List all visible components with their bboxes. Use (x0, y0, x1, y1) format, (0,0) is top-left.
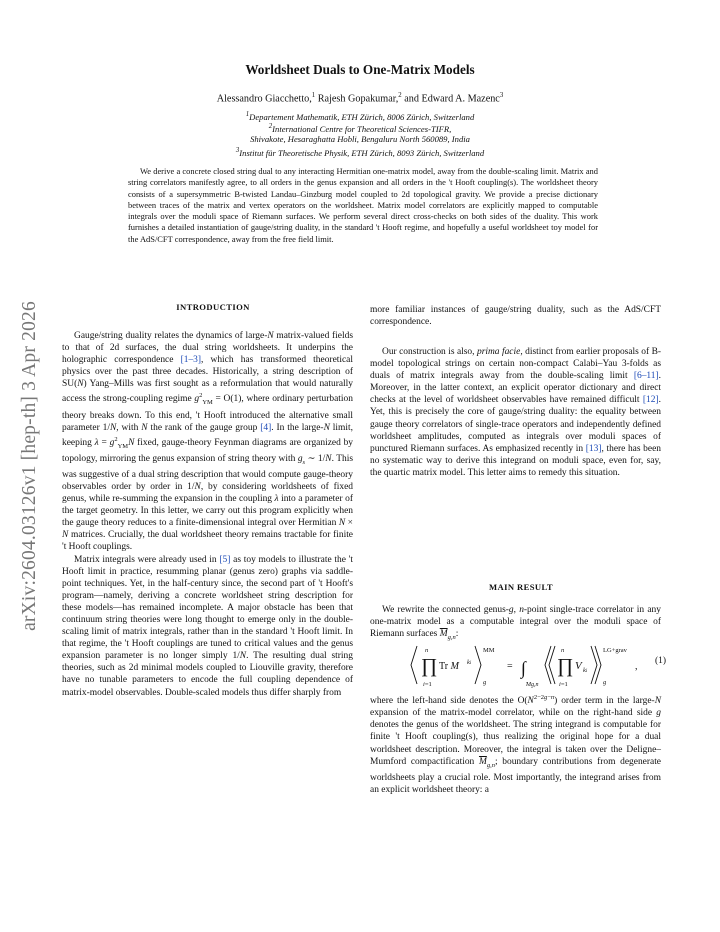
affiliation: Shivakote, Hesaraghatta Hobli, Bengaluru North 560089, India (250, 134, 470, 144)
svg-text:,: , (635, 661, 638, 672)
svg-text:g: g (603, 679, 607, 686)
equation-number: (1) (654, 656, 666, 666)
affiliation: $^3$Institut für Theoretische Physik, ETH Zürich, 8093 Zürich, Switzerland (235, 147, 485, 158)
author-list (0, 92, 720, 104)
equation-1-formula (409, 642, 639, 688)
paragraph: Gauge/string duality relates the dynamics of large-N matrix-valued fields to that of 2d surfaces, the dual string worldsheets. It underpins the holographic correspondence [1–3], which has transformed theoretical physics over the past three decades. Historically, a string description of SU(N) Yang–Mills was first sought as a reformulation that would naturally access the strong-coupling regime $g^2_{YM} = O(1)$, where ordinary perturbation theory breaks down. To this end, 't Hooft introduced the alternative small parameter 1/N, with N the rank of the gauge group [4]. In the large-N limit, keeping $\lambda = g^2_{YM}N$ fixed, gauge-theory Feynman diagrams are organized by topology, mirroring the genus expansion of string theory with $g_s$ ∼ 1/N. This was suggestive of a dual string description that would compute gauge-theory observables order by order in 1/N, by considering worldsheets of fixed genus, while re-summing the expansion in the coupling λ into a parameter of the target geometry. In this letter, we carry out this program explicitly when the gauge theory reduces to a finite-dimensional integral over Hermitian N × N matrices. Crucially, the dual worldsheet theory remains tractable for finite 't Hooft couplings. (62, 331, 354, 553)
affiliation: $^2$International Centre for Theoretical Sciences-TIFR, (268, 123, 452, 134)
citation-link[interactable]: [4] (260, 422, 272, 433)
svg-text:MM: MM (483, 647, 495, 654)
citation-link[interactable]: [6–11] (633, 371, 659, 382)
paragraph: where the left-hand side denotes the $O(N^{2-2g-n})$ order term in the large-N expansion of the matrix-model correlator, while on the right-hand side g denotes the genus of the worldsheet. The string integrand is computable for finite 't Hooft coupling(s), thus realizing the original hope for a dual worldsheet description. Moreover, the integral is taken over the Deligne–Mumford compactification $\overline{M}_{g,n}$; boundary contributions from degenerate worldsheets play a crucial role. Most importantly, the integrand arises from an explicit worldsheet theory: a (370, 694, 661, 795)
citation-link[interactable]: [5] (219, 554, 231, 565)
citation-link[interactable]: [12] (642, 395, 659, 406)
main-result-intro (370, 604, 661, 644)
svg-text:i=1: i=1 (423, 681, 432, 688)
author-affiliation-mark: 2 (398, 92, 402, 99)
svg-text:=: = (507, 661, 513, 672)
svg-text:ki: ki (583, 667, 588, 674)
svg-text:∫: ∫ (521, 658, 526, 678)
author-affiliation-mark: 3 (499, 92, 504, 99)
paper-title: Worldsheet Duals to One-Matrix Models (245, 62, 475, 77)
paragraph: Our construction is also, prima facie, distinct from earlier proposals of B-model topological strings on certain non-compact Calabi–Yau 3-folds as duals of matrix integrals away from the double-scaling limit [6–11]. Moreover, in the latter context, an explicit operator dictionary and direct checks at the level of worldsheet observables have remained difficult [12]. Yet, this is precisely the core of gauge/string duality: the equality between gauge theory correlators of single-trace operators and independently defined worldsheet amplitudes, computed as integrals over moduli spaces of punctured Riemann surfaces. As emphasized recently in [13], there has been no systematic way to derive this integrand on moduli space, even for, say, the quartic matrix model. This letter aims to remedy this situation. (370, 347, 662, 478)
svg-text:n: n (561, 647, 565, 654)
paragraph: Matrix integrals were already used in [5] as toy models to illustrate the 't Hooft limit in practice, resumming planar (genus zero) graphs via saddle-point techniques. Yet, in the half-century since, the second part of 't Hooft's program—namely, deriving a concrete worldsheet string description for these models—has remained incomplete. A major obstacle has been that continuum string theories were long thought to emerge only in the double-scaling limit of matrix integrals, rather than in the standard 't Hooft limit. In that regime, the 't Hooft couplings are tuned to critical values and the genus expansion parameter is no longer simply 1/N. The resulting dual string theories, such as 2d minimal models coupled to Liouville gravity, therefore have no tunable parameters to encode the full coupling dependence of matrix-model observables. Double-scaled models thus differ sharply from (62, 554, 353, 698)
svg-text:n: n (425, 647, 429, 654)
citation-link[interactable]: [13] (585, 443, 602, 454)
section-heading-main-result: MAIN RESULT (488, 582, 553, 592)
abstract: We derive a concrete closed string dual to any interacting Hermitian one-matrix model, away from the double-scaling limit. Matrix and string correlators manifestly agree, to all orders in the genus expansion and all orders in the 't Hooft coupling(s). The worldsheet theory consists of a supersymmetric B-twisted Landau–Ginzburg model coupled to 2d topological gravity. We provide a precise dictionary between traces of the matrix and vertex operators on the worldsheet. Matrix model correlators are explicitly mapped to computable integrals over the moduli space of Riemann surfaces. We perform several direct cross-checks on both sides of the duality. This work furnishes a detailed instantiation of gauge/string duality, in the standard 't Hooft regime, and hopefully a useful worldsheet toy model for the AdS/CFT correspondence, away from the free field limit. (128, 166, 598, 244)
author-name: Rajesh Gopakumar, (317, 93, 399, 105)
main-result-text (370, 692, 661, 796)
introduction-column (62, 330, 353, 699)
introduction-column-continued (370, 304, 661, 328)
citation-link[interactable]: [1–3] (180, 355, 202, 366)
affiliation: $^1$Departement Mathematik, ETH Zürich, 8006 Zürich, Switzerland (245, 111, 475, 122)
paragraph-continued: more familiar instances of gauge/string duality, such as the AdS/CFT correspondence. (370, 305, 661, 328)
arxiv-identifier-stamp: arXiv:2604.03126v1 [hep-th] 3 Apr 2026 (19, 301, 40, 631)
svg-text:∏: ∏ (421, 655, 438, 677)
svg-text:g: g (483, 679, 487, 686)
author-name: and Edward A. Mazenc (404, 93, 500, 105)
author-name: Alessandro Giacchetto, (216, 93, 312, 105)
svg-text:∏: ∏ (557, 655, 574, 677)
introduction-column-right (370, 346, 661, 479)
svg-text:i=1: i=1 (559, 681, 568, 688)
svg-text:V: V (575, 660, 582, 672)
svg-text:LG+grav: LG+grav (603, 647, 627, 654)
svg-text:Tr M: Tr M (439, 661, 459, 672)
svg-text:ki: ki (467, 659, 472, 666)
section-heading-introduction: INTRODUCTION (176, 302, 250, 312)
svg-text:Mg,n: Mg,n (526, 682, 539, 688)
equation-1 (384, 642, 670, 688)
paragraph: We rewrite the connected genus-g, n-point single-trace correlator in any one-matrix model as a computable integral over the moduli space of Riemann surfaces $\overline{M}_{g,n}$: (370, 605, 661, 642)
author-affiliation-mark: 1 (311, 92, 316, 99)
